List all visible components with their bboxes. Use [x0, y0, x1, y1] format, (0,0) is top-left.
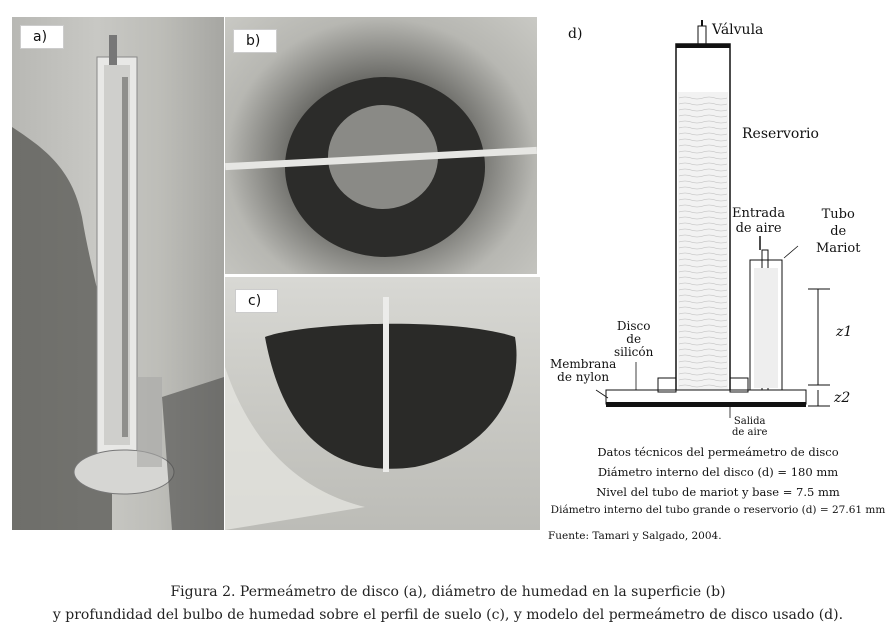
surface-moisture-illustration: [225, 17, 537, 274]
label-z2: z2: [834, 390, 851, 406]
label-valve: Válvula: [712, 22, 764, 38]
source-note: Fuente: Tamari y Salgado, 2004.: [548, 530, 722, 542]
panel-label-c: c): [235, 289, 278, 313]
label-nylon-membrane: Membrana de nylon: [550, 357, 617, 384]
tech-data-line1: Diámetro interno del disco (d) = 180 mm: [597, 465, 839, 479]
photo-c-moisture-bulb: [225, 277, 540, 530]
permeameter-photo-illustration: [12, 17, 224, 530]
panel-label-d: d): [568, 26, 583, 42]
figure-caption-line1: Figura 2. Permeámetro de disco (a), diámetro de humedad en la superficie (b): [170, 584, 726, 600]
label-air-outlet: Salida de aire: [732, 416, 768, 438]
label-silicon-disk: Disco de silicón: [614, 319, 654, 359]
label-air-inlet: Entrada de aire: [732, 206, 786, 236]
photo-b-surface-moisture: [225, 17, 537, 274]
panel-label-a: a): [20, 25, 64, 49]
permeameter-diagram: [548, 18, 888, 438]
label-reservoir: Reservorio: [742, 126, 819, 142]
tech-data-line2: Nivel del tubo de mariot y base = 7.5 mm: [596, 485, 840, 499]
panel-label-b: b): [233, 29, 277, 53]
figure-caption-line2: y profundidad del bulbo de humedad sobre el perfil de suelo (c), y modelo del permeámetro de disco usado (d).: [52, 607, 844, 623]
moisture-bulb-illustration: [225, 277, 540, 530]
tech-data-line3: Diámetro interno del tubo grande o reservorio (d) = 27.61 mm: [550, 504, 886, 516]
photo-a-permeameter: [12, 17, 224, 530]
tech-data-title: Datos técnicos del permeámetro de disco: [597, 445, 839, 459]
label-mariot-tube: Tubo de Mariot: [816, 207, 861, 256]
label-z1: z1: [836, 324, 853, 340]
